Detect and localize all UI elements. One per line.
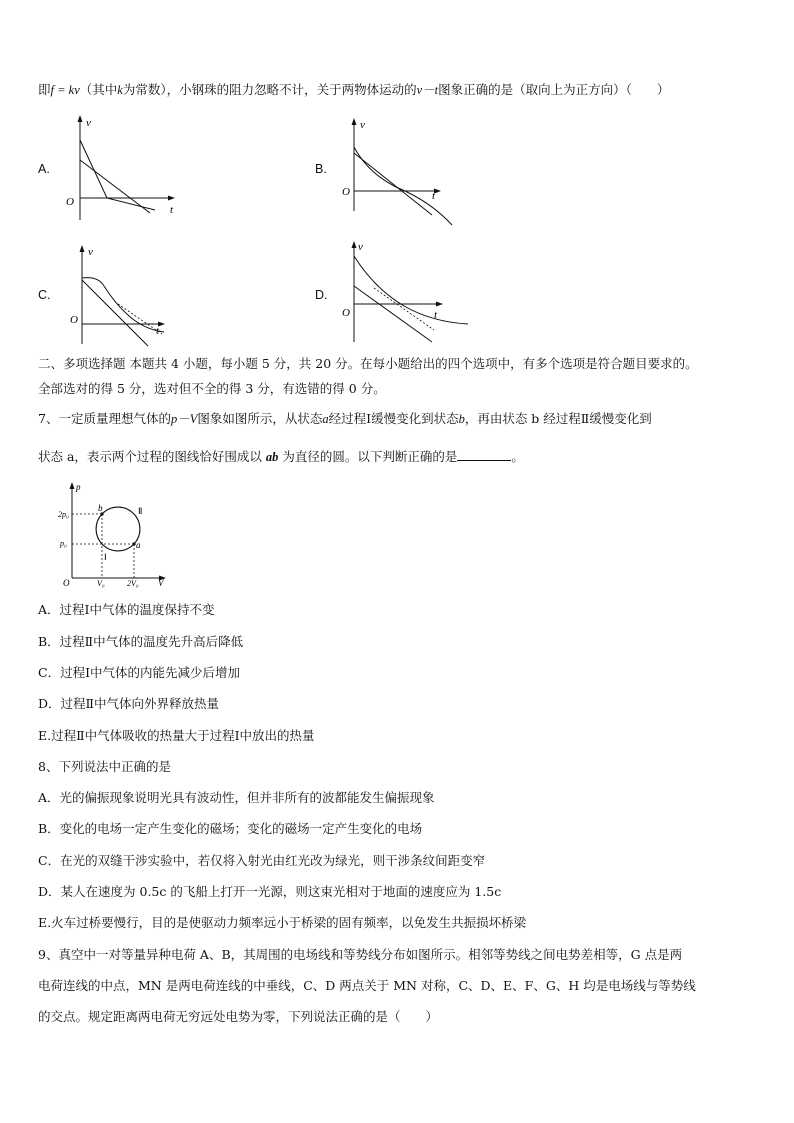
q6-a-origin: O — [66, 196, 74, 208]
q9-line3: 的交点。规定距离两电荷无穷远处电势为零，下列说法正确的是（ ） — [38, 1009, 439, 1024]
q6-b-curve — [354, 147, 452, 225]
q8-option-a: A．光的偏振现象说明光具有波动性，但并非所有的波都能发生偏振现象 — [38, 790, 435, 805]
q6-b-origin: O — [342, 186, 350, 198]
q6-k-symbol: k — [117, 83, 123, 97]
q6-graph-b — [334, 115, 459, 227]
section2-line2: 全部选对的得 5 分，选对但不全的得 3 分，有选错的得 0 分。 — [38, 381, 386, 396]
q6-intro-mid: 为常数），小钢珠的阻力忽略不计，关于两物体运动的 — [122, 82, 417, 97]
q6-b-v-label: v — [360, 119, 365, 131]
q6-option-c-label: C. — [38, 288, 51, 302]
q6-d-v-label: v — [358, 241, 363, 253]
q7-answer-blank — [457, 448, 511, 461]
q7-line1-c: 经过程Ⅰ缓慢变化到状态 — [328, 411, 459, 426]
q6-c-v-label: v — [88, 246, 93, 258]
q6-intro-post: 图象正确的是（取向上为正方向）（ ） — [438, 82, 670, 97]
q7-label-a: a — [136, 540, 141, 550]
q7-option-b: B．过程Ⅱ中气体的温度先升高后降低 — [38, 634, 244, 649]
q6-a-line-1 — [80, 140, 107, 198]
q7-pv-symbol: p－V — [170, 412, 198, 426]
q6-d-origin: O — [342, 307, 350, 319]
q9-line1: 9、真空中一对等量异种电荷 A、B，其周围的电场线和等势线分布如图所示。相邻等势线之间电势差相等，G 点是两 — [38, 947, 683, 962]
q8-option-d: D．某人在速度为 0.5c 的飞船上打开一光源，则这束光相对于地面的速度应为 1.5c — [38, 884, 502, 899]
q7-line2 — [38, 448, 524, 466]
q6-b-t-label: t — [432, 190, 436, 202]
q7-line2-end: 。 — [511, 449, 524, 464]
q6-option-a-label: A. — [38, 162, 50, 176]
q7-label-b: b — [98, 503, 103, 513]
q8-option-c: C．在光的双缝干涉实验中，若仅将入射光由红光改为绿光，则干涉条纹间距变窄 — [38, 853, 486, 868]
q7-p-axis-label: p — [76, 482, 81, 492]
q8-stem: 8、下列说法中正确的是 — [38, 759, 171, 774]
q6-c-origin: O — [70, 314, 78, 326]
q7-tick-2p0: 2p₀ — [58, 510, 69, 519]
q7-option-c: C．过程Ⅰ中气体的内能先减少后增加 — [38, 665, 241, 680]
q8-option-e: E.火车过桥要慢行，目的是使驱动力频率远小于桥梁的固有频率，以免发生共振损坏桥梁 — [38, 915, 527, 930]
q7-line2-b: 为直径的圆。以下判断正确的是 — [278, 449, 458, 464]
q6-a-line-1b — [107, 198, 155, 210]
q7-v-axis-label: V — [158, 578, 164, 588]
q6-a-v-label: v — [86, 117, 91, 129]
q7-line1-d: ，再由状态 b 经过程Ⅱ缓慢变化到 — [464, 411, 652, 426]
q7-label-process-2: Ⅱ — [138, 506, 143, 516]
q6-graph-c — [62, 242, 187, 354]
q7-option-a: A．过程Ⅰ中气体的温度保持不变 — [38, 602, 215, 617]
q7-tick-2v0: 2V₀ — [127, 579, 139, 588]
q6-d-t-label: t — [434, 309, 438, 321]
q7-pv-diagram — [58, 478, 174, 588]
q7-tick-v0: V₀ — [97, 579, 105, 588]
q6-c-line — [82, 280, 148, 346]
q6-vt-symbol: v－t — [416, 83, 439, 97]
q7-line1 — [38, 410, 652, 428]
q7-line1-a: 7、一定质量理想气体的 — [38, 411, 171, 426]
q6-intro-pre: 即 — [38, 82, 51, 97]
q6-intro — [38, 81, 669, 99]
q6-option-d-label: D. — [315, 288, 328, 302]
q6-graph-a — [60, 112, 185, 224]
q7-option-e: E.过程Ⅱ中气体吸收的热量大于过程Ⅰ中放出的热量 — [38, 728, 315, 743]
q7-tick-p0: p₀ — [60, 539, 67, 548]
q6-option-b-label: B. — [315, 162, 327, 176]
q7-state-a: a — [322, 412, 329, 426]
q7-state-b: b — [458, 412, 465, 426]
q8-option-b: B．变化的电场一定产生变化的磁场；变化的磁场一定产生变化的电场 — [38, 821, 423, 836]
q7-origin: O — [63, 578, 70, 588]
q6-a-t-label: t — [170, 204, 174, 216]
q6-a-line-2 — [80, 160, 150, 213]
q9-line2: 电荷连线的中点，MN 是两电荷连线的中垂线，C、D 两点关于 MN 对称，C、D、E、F、G、H 均是电场线与等势线 — [38, 978, 696, 993]
q6-graph-d — [334, 238, 474, 350]
q7-ab: ab — [265, 450, 279, 464]
q7-label-process-1: Ⅰ — [104, 552, 107, 562]
q7-line2-a: 状态 a，表示两个过程的图线恰好围成以 — [38, 449, 266, 464]
q6-formula: f = kv — [50, 83, 80, 97]
q7-line1-b: 图象如图所示，从状态 — [197, 411, 323, 426]
q6-c-t-label: t — [156, 325, 160, 337]
q6-b-line — [354, 153, 432, 215]
q7-option-d: D．过程Ⅱ中气体向外界释放热量 — [38, 696, 220, 711]
q6-intro-paren: （其中 — [79, 82, 118, 97]
section2-line1: 二、多项选择题 本题共 4 小题，每小题 5 分，共 20 分。在每小题给出的四个选项中，有多个选项是符合题目要求的。 — [38, 356, 698, 371]
q6-c-dashed — [118, 304, 162, 334]
q6-d-dashed — [374, 288, 434, 330]
